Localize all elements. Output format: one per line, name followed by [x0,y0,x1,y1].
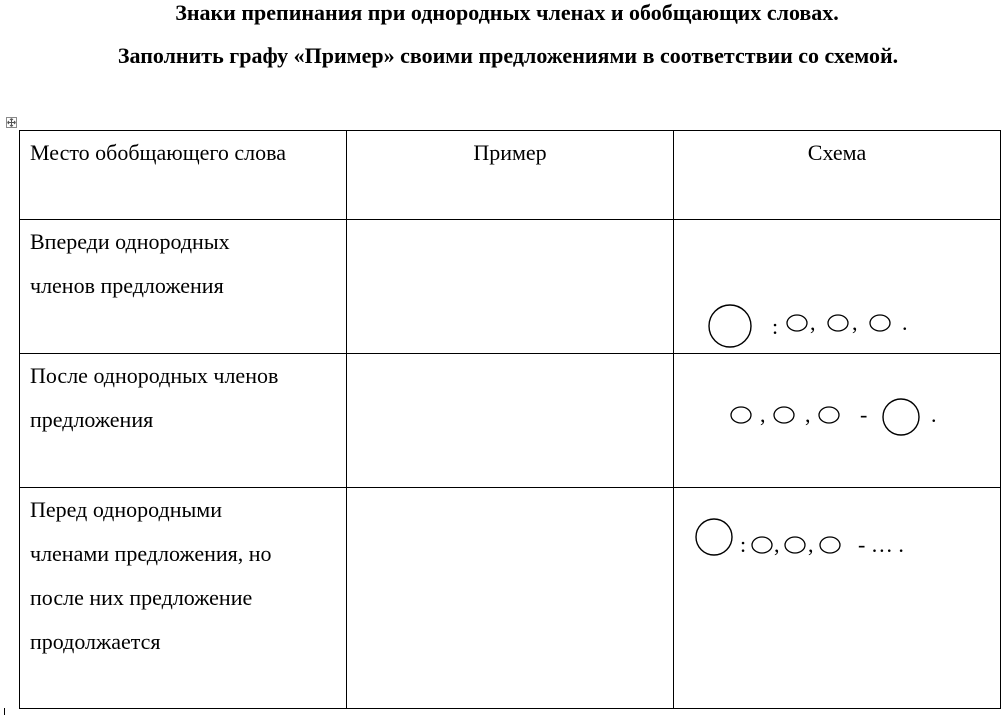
scheme-punct: - [860,402,868,427]
scheme-cell [674,354,1001,488]
place-text [20,354,346,442]
place-cell [20,354,347,488]
place-line: членами предложения, но [30,541,272,566]
table-header-row [20,131,1001,220]
header-cell-scheme [674,131,1001,220]
generalizing-word-circle [696,519,732,555]
generalizing-word-circle [709,305,751,347]
scheme-punct: . [902,310,908,335]
homogeneous-member-circle [774,407,794,423]
homogeneous-member-circle [819,407,839,423]
homogeneous-member-circle [828,315,848,331]
homogeneous-member-circle [731,407,751,423]
place-cell [20,220,347,354]
place-line: продолжается [30,629,161,654]
text-cursor-mark [4,708,5,715]
scheme-punct: : [740,532,747,557]
scheme-punct: , [805,402,811,427]
scheme-punct: , [808,532,814,557]
header-scheme: Схема [807,140,867,165]
table-row [20,354,1001,488]
scheme-punct: , [852,310,858,335]
scheme-cell [674,488,1001,709]
table-row [20,220,1001,354]
homogeneous-member-circle [752,537,772,553]
punctuation-scheme-table [19,130,1001,709]
scheme-punct: , [774,532,780,557]
example-cell[interactable] [347,354,674,488]
scheme-punct: : [772,314,779,339]
scheme-diagram [674,220,1000,353]
place-cell [20,488,347,709]
scheme-punct: - … . [858,532,904,557]
homogeneous-member-circle [785,537,805,553]
example-cell[interactable] [347,488,674,709]
homogeneous-member-circle [820,537,840,553]
place-line: Впереди однородных [30,229,230,254]
homogeneous-member-circle [870,315,890,331]
place-line: после них предложение [30,585,253,610]
header-place: Место обобщающего слова [30,140,286,165]
place-text [20,488,346,664]
scheme-punct: , [760,402,766,427]
scheme-diagram [674,488,1000,708]
place-line: Перед однородными [30,497,222,522]
place-line: членов предложения [30,273,224,298]
homogeneous-member-circle [787,315,807,331]
header-cell-example [347,131,674,220]
place-line: предложения [30,407,154,432]
generalizing-word-circle [883,399,919,435]
header-cell-place [20,131,347,220]
scheme-diagram [674,354,1000,487]
page-title: Знаки препинания при однородных членах и обобщающих словах. [175,0,839,25]
place-line: После однородных членов [30,363,279,388]
header-example: Пример [473,140,547,165]
scheme-punct: . [931,402,937,427]
table-row [20,488,1001,709]
task-instruction: Заполнить графу «Пример» своими предложениями в соответствии со схемой. [117,43,899,68]
scheme-punct: , [810,310,816,335]
scheme-cell [674,220,1001,354]
place-text [20,220,346,308]
example-cell[interactable] [347,220,674,354]
move-arrows-icon[interactable] [6,117,17,128]
